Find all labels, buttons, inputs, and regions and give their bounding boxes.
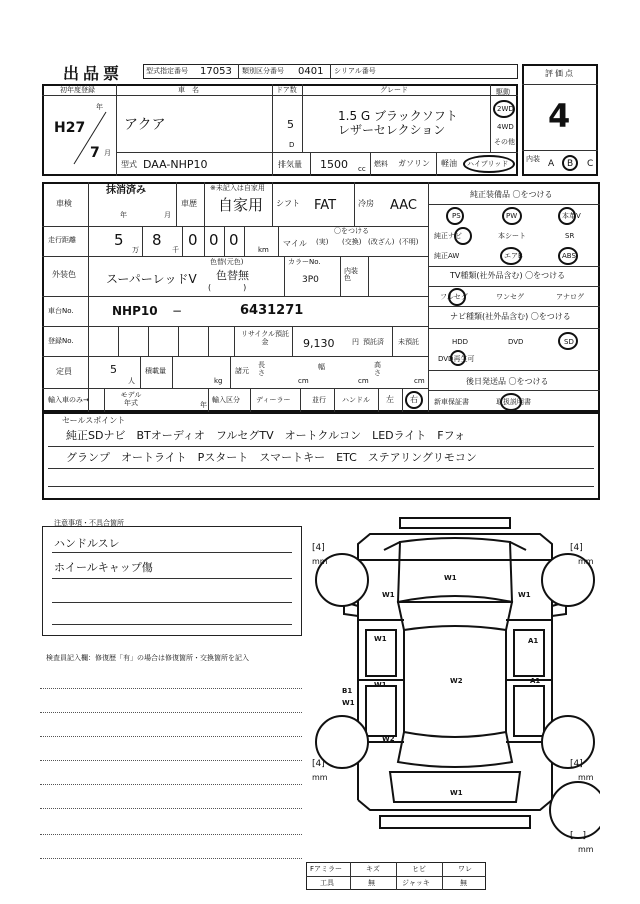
model-value: DAA-NHP10 xyxy=(143,158,208,171)
navi-dvd-play: DVD再生可 xyxy=(438,355,475,363)
notes-item-1: ハンドルスレ xyxy=(54,537,120,550)
reg-year-unit: 年 xyxy=(96,103,103,111)
reg-year: H27 xyxy=(54,120,86,136)
name-label: 車 名 xyxy=(178,86,199,94)
length-cm: cm xyxy=(298,377,309,385)
tread-rr-mm: mm xyxy=(578,773,594,782)
mark-door-fl: W1 xyxy=(374,635,387,643)
color-change-label: 色替(元色) xyxy=(210,258,244,266)
import-dealer: ディーラー xyxy=(256,396,291,404)
interior-b: B xyxy=(567,159,574,169)
shift-value: FAT xyxy=(314,198,337,213)
aircon-label: 冷房 xyxy=(358,199,374,208)
mark-rear-bumper: W1 xyxy=(450,789,463,797)
tread-rr: [4] xyxy=(570,759,583,769)
vehicle-name: アクア xyxy=(124,117,166,133)
usage-value: 自家用 xyxy=(218,196,264,214)
legend-v2: 無 xyxy=(368,879,375,887)
navi-dvd-play-circle xyxy=(450,350,466,366)
height-label: 高さ xyxy=(374,361,381,377)
mark-door-rl: W1 xyxy=(374,681,387,689)
mark-fender-r: W1 xyxy=(518,591,531,599)
handle-right-circle xyxy=(405,391,423,409)
tv-fullseg-circle xyxy=(448,288,466,306)
equip-pw: PW xyxy=(506,212,518,220)
inspector-label: 検査員記入欄：修復歴「有」の場合は修復箇所・交換箇所を記入 xyxy=(46,654,249,662)
mark-door-fr: A1 xyxy=(528,637,539,645)
model-label: 型式 xyxy=(121,160,137,169)
equip-abs: ABS xyxy=(562,252,576,260)
color-label: 外装色 xyxy=(52,270,76,279)
shift-label: シフト xyxy=(276,199,300,208)
legend-h2: キズ xyxy=(366,865,380,873)
legend-h3: ヒビ xyxy=(412,865,426,873)
dim-label: 諸元 xyxy=(235,367,249,375)
doors-label: ドア数 xyxy=(276,86,297,94)
equip-airbag: エアB xyxy=(504,252,523,260)
recycle-done: 預託済 xyxy=(363,338,384,346)
fuel-label: 燃料 xyxy=(374,160,388,168)
doors-value: 5 xyxy=(287,118,294,131)
handle-left: 左 xyxy=(386,395,394,404)
mileage-man: 万 xyxy=(132,246,139,254)
mark-sill-l: B1 xyxy=(342,687,353,695)
mileage-digit-1: 5 xyxy=(114,231,124,249)
tread-fl: [4] xyxy=(312,543,325,553)
tread-rl-mm: mm xyxy=(312,773,328,782)
fuel-hybrid: ハイブリッド xyxy=(467,160,509,168)
tv-fullseg: フルセグ xyxy=(440,293,468,301)
interior-label: 内装 xyxy=(526,155,540,163)
recycle-not: 未預託 xyxy=(398,338,419,346)
fuel-diesel: 軽油 xyxy=(441,159,457,168)
equip-ps: PS xyxy=(452,212,461,220)
tread-spare-mm: mm xyxy=(578,845,594,854)
drive-2wd-circle xyxy=(493,100,515,118)
form-no-label: 型式指定番号 xyxy=(146,67,188,75)
aircon-value: AAC xyxy=(390,198,417,213)
equip-leather-circle xyxy=(558,207,576,225)
grade-line2: レザーセレクション xyxy=(338,123,446,137)
load-unit: kg xyxy=(214,377,223,385)
legend-h1: Fアミラー xyxy=(310,865,343,873)
import-class-label: 輸入区分 xyxy=(212,396,240,404)
width-label: 幅 xyxy=(318,363,325,371)
tv-title: TV種類(社外品含む) 〇をつける xyxy=(450,271,566,280)
usage-label: 車歴 xyxy=(181,199,197,208)
notes-item-2: ホイールキャップ傷 xyxy=(54,561,153,574)
equip-sr: SR xyxy=(565,232,575,240)
car-diagram xyxy=(300,510,600,860)
fuel-gas: ガソリン xyxy=(398,159,430,168)
chassis-dash: − xyxy=(172,304,183,318)
class-no: 0401 xyxy=(298,66,324,77)
chassis-prefix: NHP10 xyxy=(112,304,158,318)
tread-fr-mm: mm xyxy=(578,557,594,566)
chassis-label: 車台No. xyxy=(48,307,74,315)
sales-points-line2: グランプ オートライト Pスタート スマートキー ETC ステアリングリモコン xyxy=(66,451,477,464)
displacement-label: 排気量 xyxy=(278,160,302,169)
mark-door-rr: A1 xyxy=(530,677,541,685)
navi-hdd: HDD xyxy=(452,338,469,346)
score-value: 4 xyxy=(548,97,571,135)
mark-roof: W2 xyxy=(450,677,463,685)
tv-analog: アナログ xyxy=(556,293,584,301)
mile-label: マイル xyxy=(283,239,307,248)
mark-fender-l: W1 xyxy=(382,591,395,599)
sales-points-label: セールスポイント xyxy=(62,416,126,425)
warranty-manual: 取扱説明書 xyxy=(496,398,531,406)
import-label: 輸入車のみ→ xyxy=(48,396,89,404)
doors-sub: D xyxy=(289,141,295,149)
shaken-year-unit: 年 xyxy=(120,211,127,219)
score-label: 評価点 xyxy=(545,69,575,78)
seats-label: 定員 xyxy=(56,367,72,376)
tread-spare: [ ] xyxy=(570,831,587,841)
navi-sd: SD xyxy=(564,338,574,346)
seats-value: 5 xyxy=(110,363,117,376)
legend-v3: ジャッキ xyxy=(402,879,430,887)
warranty-book: 新車保証書 xyxy=(434,398,469,406)
mark-sill-l2: W1 xyxy=(342,699,355,707)
serial-label: シリアル番号 xyxy=(334,67,376,75)
handle-label: ハンドル xyxy=(342,396,370,404)
shaken-label: 車検 xyxy=(56,199,72,208)
cc-unit: cc xyxy=(358,165,366,173)
mile-opt-2: (交換) xyxy=(342,238,362,246)
color-change-paren: ( ) xyxy=(208,283,247,292)
tv-oneseg: ワンセグ xyxy=(496,293,524,301)
grade-label: グレード xyxy=(380,86,408,94)
sales-points-line1: 純正SDナビ BTオーディオ フルセグTV オートクルコン LEDライト Fフォ xyxy=(66,429,466,442)
drive-4wd: 4WD xyxy=(497,123,514,131)
recycle-label: リサイクル預託金 xyxy=(240,330,290,347)
equip-leather: 本革V xyxy=(562,212,581,220)
drive-other: その他 xyxy=(494,138,515,146)
equip-pw-circle xyxy=(502,207,522,225)
mark-quarter-l: W2 xyxy=(382,735,395,743)
drive-2wd: 2WD xyxy=(497,105,514,113)
length-label: 長さ xyxy=(258,361,265,377)
equip-abs-circle xyxy=(558,247,578,265)
class-no-label: 類別区分番号 xyxy=(242,67,284,75)
color-value: スーパーレッドV xyxy=(106,272,197,286)
mark-hood: W1 xyxy=(444,574,457,582)
legend-h4: ワレ xyxy=(458,865,472,873)
mile-opt-4: (不明) xyxy=(399,238,419,246)
color-change-value: 色替無 xyxy=(216,269,249,282)
equip-navi: 純正ナビ xyxy=(434,232,462,240)
page-title: 出品票 xyxy=(63,64,124,83)
handle-right: 右 xyxy=(410,395,418,404)
color-no-label: カラーNo. xyxy=(288,258,321,266)
mileage-sen: 千 xyxy=(172,246,179,254)
shaken-month-unit: 月 xyxy=(164,211,171,219)
legend-v1: 工具 xyxy=(320,879,334,887)
form-no: 17053 xyxy=(200,66,232,77)
displacement: 1500 xyxy=(320,158,348,171)
notes-label: 注意事項・不具合箇所 xyxy=(54,519,124,527)
navi-sd-circle xyxy=(558,332,578,350)
mileage-digit-5: 0 xyxy=(229,231,239,249)
reg-month: 7 xyxy=(90,145,100,161)
load-label: 積載量 xyxy=(145,367,166,375)
regno-label: 登録No. xyxy=(48,337,74,345)
tread-rl: [4] xyxy=(312,759,325,769)
height-cm: cm xyxy=(414,377,425,385)
interior-a: A xyxy=(548,159,555,169)
equip-ps-circle xyxy=(446,207,464,225)
width-cm: cm xyxy=(358,377,369,385)
equip-aw: 純正AW xyxy=(434,252,460,260)
grade-line1: 1.5 G ブラックソフト xyxy=(338,109,458,123)
mile-opt-1: (実) xyxy=(316,238,329,246)
chassis-number: 6431271 xyxy=(240,303,304,318)
mileage-km: km xyxy=(258,246,269,254)
mile-mark-label: 〇をつける xyxy=(334,227,369,235)
tread-fl-mm: mm xyxy=(312,557,328,566)
reg-label: 初年度登録 xyxy=(60,86,95,94)
color-no-value: 3P0 xyxy=(302,275,319,285)
seats-unit: 人 xyxy=(128,377,135,385)
shaken-value: 抹消済み xyxy=(106,185,146,196)
recycle-amount: 9,130 xyxy=(303,337,335,350)
interior-color-label: 内装色 xyxy=(344,267,358,282)
equip-airbag-circle xyxy=(500,247,522,265)
mileage-digit-3: 0 xyxy=(188,231,198,249)
mileage-digit-2: 8 xyxy=(152,231,162,249)
interior-c: C xyxy=(587,159,594,169)
usage-note: ※未記入は自家用 xyxy=(210,184,265,192)
fuel-hybrid-circle xyxy=(463,155,515,173)
import-parallel: 並行 xyxy=(312,396,326,404)
equip-seat: 本シート xyxy=(498,232,526,240)
model-year-unit: 年 xyxy=(200,401,207,409)
interior-b-circle xyxy=(562,155,578,171)
reg-month-unit: 月 xyxy=(104,149,111,157)
tread-fr: [4] xyxy=(570,543,583,553)
model-year-label: モデル年式 xyxy=(120,391,142,407)
equipment-title: 純正装備品 〇をつける xyxy=(470,190,553,199)
warranty-title: 後日発送品 〇をつける xyxy=(466,377,549,386)
navi-dvd: DVD xyxy=(508,338,524,346)
mile-opt-3: (改ざん) xyxy=(368,238,395,246)
legend-v4: 無 xyxy=(460,879,467,887)
mileage-digit-4: 0 xyxy=(209,231,219,249)
warranty-manual-circle xyxy=(500,393,522,411)
recycle-unit: 円 xyxy=(352,338,359,346)
drive-label: 駆動 xyxy=(496,88,510,96)
equip-navi-circle xyxy=(454,227,472,245)
navi-title: ナビ種類(社外品含む) 〇をつける xyxy=(450,312,571,321)
mileage-label: 走行距離 xyxy=(48,236,76,244)
